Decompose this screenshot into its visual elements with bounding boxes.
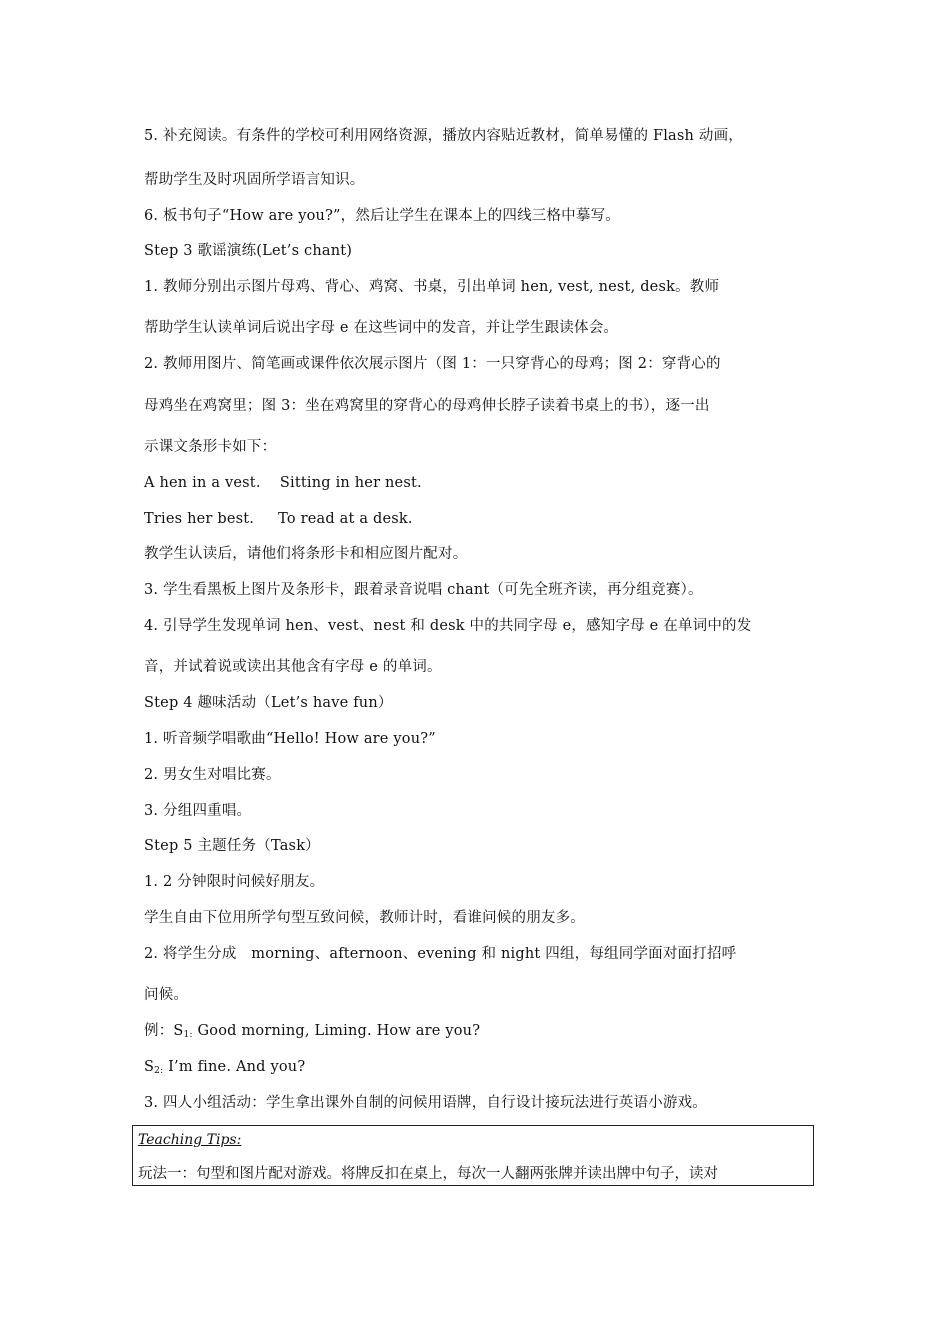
teaching-tips-box	[132, 1125, 814, 1186]
paragraph-line: 示课文条形卡如下：	[144, 439, 277, 455]
paragraph-line: 3. 四人小组活动：学生拿出课外自制的问候用语牌，自行设计接玩法进行英语小游戏。	[144, 1095, 707, 1111]
example-speaker: S	[144, 1059, 155, 1075]
paragraph-line: 1. 2 分钟限时问候好朋友。	[144, 874, 325, 890]
paragraph-line: 6. 板书句子“How are you?”，然后让学生在课本上的四线三格中摹写。	[144, 208, 620, 224]
chant-line: Tries her best. To read at a desk.	[144, 511, 413, 527]
paragraph-line: 5. 补充阅读。有条件的学校可利用网络资源，播放内容贴近教材，简单易懂的 Flash 动画，	[144, 128, 743, 144]
example-subscript: 1:	[183, 1030, 193, 1040]
paragraph-line: 帮助学生及时巩固所学语言知识。	[144, 172, 365, 188]
paragraph-line: 3. 学生看黑板上图片及条形卡，跟着录音说唱 chant（可先全班齐读，再分组竞赛）。	[144, 582, 703, 598]
paragraph-line: 音，并试着说或读出其他含有字母 e 的单词。	[144, 659, 442, 675]
example-subscript: 2:	[154, 1066, 164, 1076]
example-speaker: 例：S	[144, 1023, 184, 1039]
paragraph-line: 1. 教师分别出示图片母鸡、背心、鸡窝、书桌，引出单词 hen, vest, nest, desk。教师	[144, 279, 720, 295]
step-heading: Step 5 主题任务（Task）	[144, 838, 320, 854]
paragraph-line: 2. 教师用图片、简笔画或课件依次展示图片（图 1：一只穿背心的母鸡；图 2：穿背心的	[144, 356, 721, 372]
paragraph-line: 2. 男女生对唱比赛。	[144, 767, 281, 783]
step-heading: Step 4 趣味活动（Let’s have fun）	[144, 695, 393, 711]
paragraph-line: 1. 听音频学唱歌曲“Hello! How are you?”	[144, 731, 436, 747]
teaching-tips-text: 玩法一：句型和图片配对游戏。将牌反扣在桌上，每次一人翻两张牌并读出牌中句子，读对	[138, 1166, 718, 1182]
example-text: Good morning, Liming. How are you?	[192, 1023, 481, 1039]
example-text: I’m fine. And you?	[163, 1059, 306, 1075]
chant-line: A hen in a vest. Sitting in her nest.	[144, 475, 422, 491]
paragraph-line: 2. 将学生分成 morning、afternoon、evening 和 night 四组，每组同学面对面打招呼	[144, 946, 737, 962]
teaching-tips-title: Teaching Tips:	[138, 1132, 242, 1148]
paragraph-line: 3. 分组四重唱。	[144, 803, 252, 819]
paragraph-line: 帮助学生认读单词后说出字母 e 在这些词中的发音，并让学生跟读体会。	[144, 320, 619, 336]
step-heading: Step 3 歌谣演练(Let’s chant)	[144, 243, 353, 259]
example-line-1	[144, 1021, 824, 1045]
example-line-2	[144, 1057, 824, 1081]
paragraph-line: 问候。	[144, 987, 189, 1003]
paragraph-line: 4. 引导学生发现单词 hen、vest、nest 和 desk 中的共同字母 e，感知字母 e 在单词中的发	[144, 618, 752, 634]
paragraph-line: 教学生认读后，请他们将条形卡和相应图片配对。	[144, 546, 468, 562]
paragraph-line: 学生自由下位用所学句型互致问候，教师计时，看谁问候的朋友多。	[144, 910, 585, 926]
paragraph-line: 母鸡坐在鸡窝里；图 3：坐在鸡窝里的穿背心的母鸡伸长脖子读着书桌上的书），逐一出	[144, 398, 710, 414]
